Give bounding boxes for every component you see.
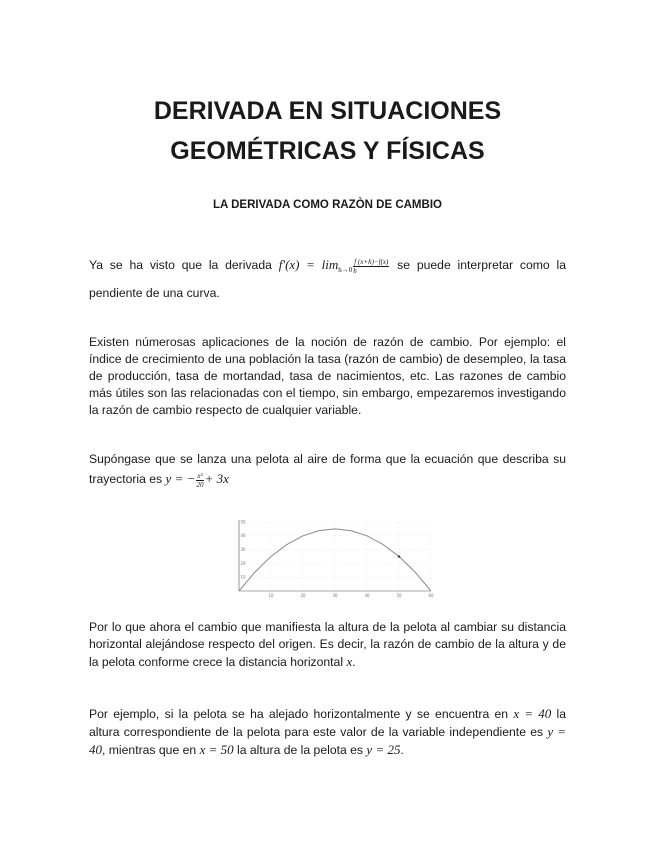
formula-fprime: f'(x) = lim [278,257,339,272]
section-subtitle: LA DERIVADA COMO RAZÒN DE CAMBIO [213,199,442,211]
equation-left: y = − [165,471,196,486]
x-tick-label: 30 [332,593,338,598]
p3-line-1: Supóngase que se lanza una pelota al aire de forma que la ecuación que describa su [89,452,566,466]
y-tick-label: 30 [240,547,246,552]
p5-text-a: Por ejemplo, si la pelota se ha alejado horizontalmente y se encuentra en [89,707,509,721]
p5-text-d: la altura de la pelota es [237,743,364,757]
p4-text: Por lo que ahora el cambio que manifiesta la altura de la pelota al cambiar su distancia horizontal alejándose respecto del origen. Es decir, la razón de cambio de la altura y de la pelota conforme crece la distancia horizontal [89,620,566,669]
x-tick-label: 60 [428,593,434,598]
equation-numerator: x² [197,471,203,480]
paragraph-rate-of-change [89,619,566,671]
p5-eq-y40: y = 40 [89,724,566,757]
equation-fraction [196,472,203,489]
x-tick-label: 10 [268,593,274,598]
document-title-line-2: GEOMÉTRICAS Y FÍSICAS [170,137,485,165]
p5-eq-x50: x = 50 [199,742,234,757]
parabola-chart [227,519,436,601]
chart-ticks [241,519,434,598]
paragraph-example [89,705,566,759]
p3-text-before: trayectoria es [89,472,163,486]
trajectory-equation [165,471,229,489]
p5-text-b: la altura correspondiente de la pelota para este valor de la variable independiente es [89,707,567,739]
p5-eq-y25: y = 25 [366,742,401,757]
p1-line-2: pendiente de una curva. [89,286,220,300]
p5-eq-x40: x = 40 [513,706,552,721]
p1-text-after: se puede interpretar como la [397,258,566,272]
formula-numerator: f (x+h)−f(x) [354,257,389,266]
chart-grid [239,522,431,591]
x-tick-label: 40 [364,593,370,598]
derivative-formula [278,257,391,275]
paragraph-applications: Existen númerosas aplicaciones de la noción de razón de cambio. Por ejemplo: el índice de crecimiento de una población la tasa (razón de cambio) de desempleo, la tasa de producción, tasa de mortandad, tasa de nacimientos, etc. Las razones de cambio más útiles son las relacionadas con el tiempo, sin embargo, empezaremos investigando la razón de cambio respecto de cualquier variable. [89,335,566,417]
paragraph-ball-equation [89,451,566,489]
y-tick-label: 20 [240,560,246,566]
formula-fraction [353,258,389,275]
p5-text-c: , mientras que en [102,743,197,757]
formula-denominator: h [353,266,357,275]
chart-marked-point [398,555,401,558]
equation-denominator: 20 [196,480,204,489]
p4-variable: x [346,654,353,669]
x-tick-label: 20 [300,593,306,598]
equation-right: + 3x [204,471,229,486]
x-tick-label: 50 [396,593,402,598]
p1-text-before: Ya se ha visto que la derivada [89,258,272,272]
formula-limit-sub: h→0 [338,266,353,274]
y-tick-label: 50 [240,519,246,525]
p4-end: . [352,655,356,669]
paragraph-derivative-definition [89,256,566,302]
document-title-line-1: DERIVADA EN SITUACIONES [153,97,502,125]
y-tick-label: 40 [240,533,246,539]
y-tick-label: 10 [240,574,246,580]
p5-text-e: . [400,743,404,757]
